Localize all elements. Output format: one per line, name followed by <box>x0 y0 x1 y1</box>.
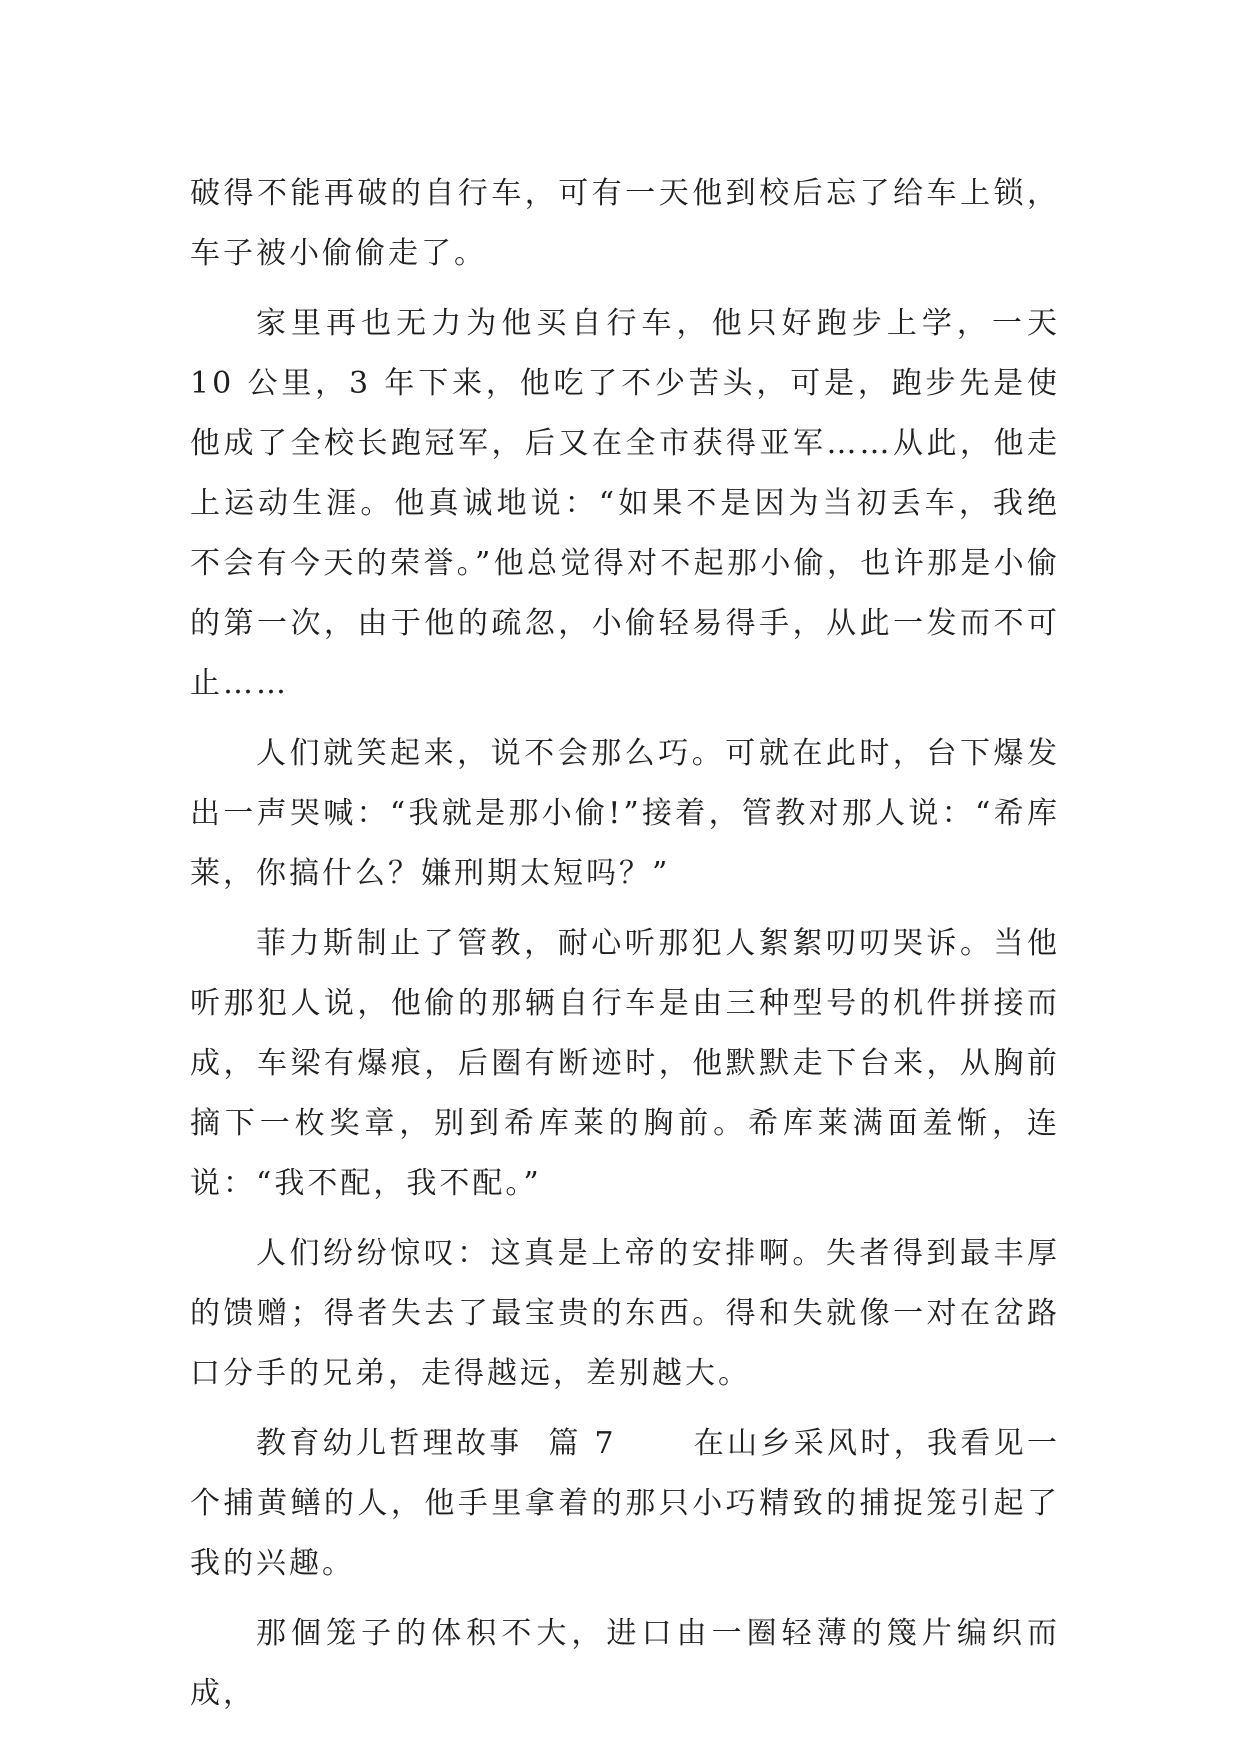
paragraph-6: 教育幼儿哲理故事 篇 7 在山乡采风时，我看见一个捕黄鳝的人，他手里拿着的那只小巧精致的捕捉笼引起了我的兴趣。 <box>190 1426 1060 1581</box>
paragraph-2: 家里再也无力为他买自行车，他只好跑步上学，一天 10 公里，3 年下来，他吃了不少苦头，可是，跑步先是使他成了全校长跑冠军，后又在全市获得亚军……从此，他走上运动生涯。他真诚地说：“如果不是因为当初丢车，我绝不会有今天的荣誉。”他总觉得对不起那小偷，也许那是小偷的第一次，由于他的疏忽，小偷轻易得手，从此一发而不可止…… <box>190 306 1060 701</box>
paragraph-4: 菲力斯制止了管教，耐心听那犯人絮絮叨叨哭诉。当他听那犯人说，他偷的那辆自行车是由三种型号的机件拼接而成，车梁有爆痕，后圈有断迹时，他默默走下台来，从胸前摘下一枚奖章，别到希库莱的胸前。希库莱满面羞惭，连说：“我不配，我不配。” <box>190 926 1060 1201</box>
document-body <box>190 164 1060 1734</box>
paragraph-7: 那個笼子的体积不大，进口由一圈轻薄的篾片编织而成， <box>190 1616 1060 1711</box>
paragraph-3: 人们就笑起来，说不会那么巧。可就在此时，台下爆发出一声哭喊：“我就是那小偷!”接着，管教对那人说：“希库莱，你搞什么？嫌刑期太短吗？” <box>190 736 1060 891</box>
paragraph-5: 人们纷纷惊叹：这真是上帝的安排啊。失者得到最丰厚的馈赠；得者失去了最宝贵的东西。得和失就像一对在岔路口分手的兄弟，走得越远，差别越大。 <box>190 1236 1060 1391</box>
paragraph-1: 破得不能再破的自行车，可有一天他到校后忘了给车上锁，车子被小偷偷走了。 <box>190 176 1060 271</box>
